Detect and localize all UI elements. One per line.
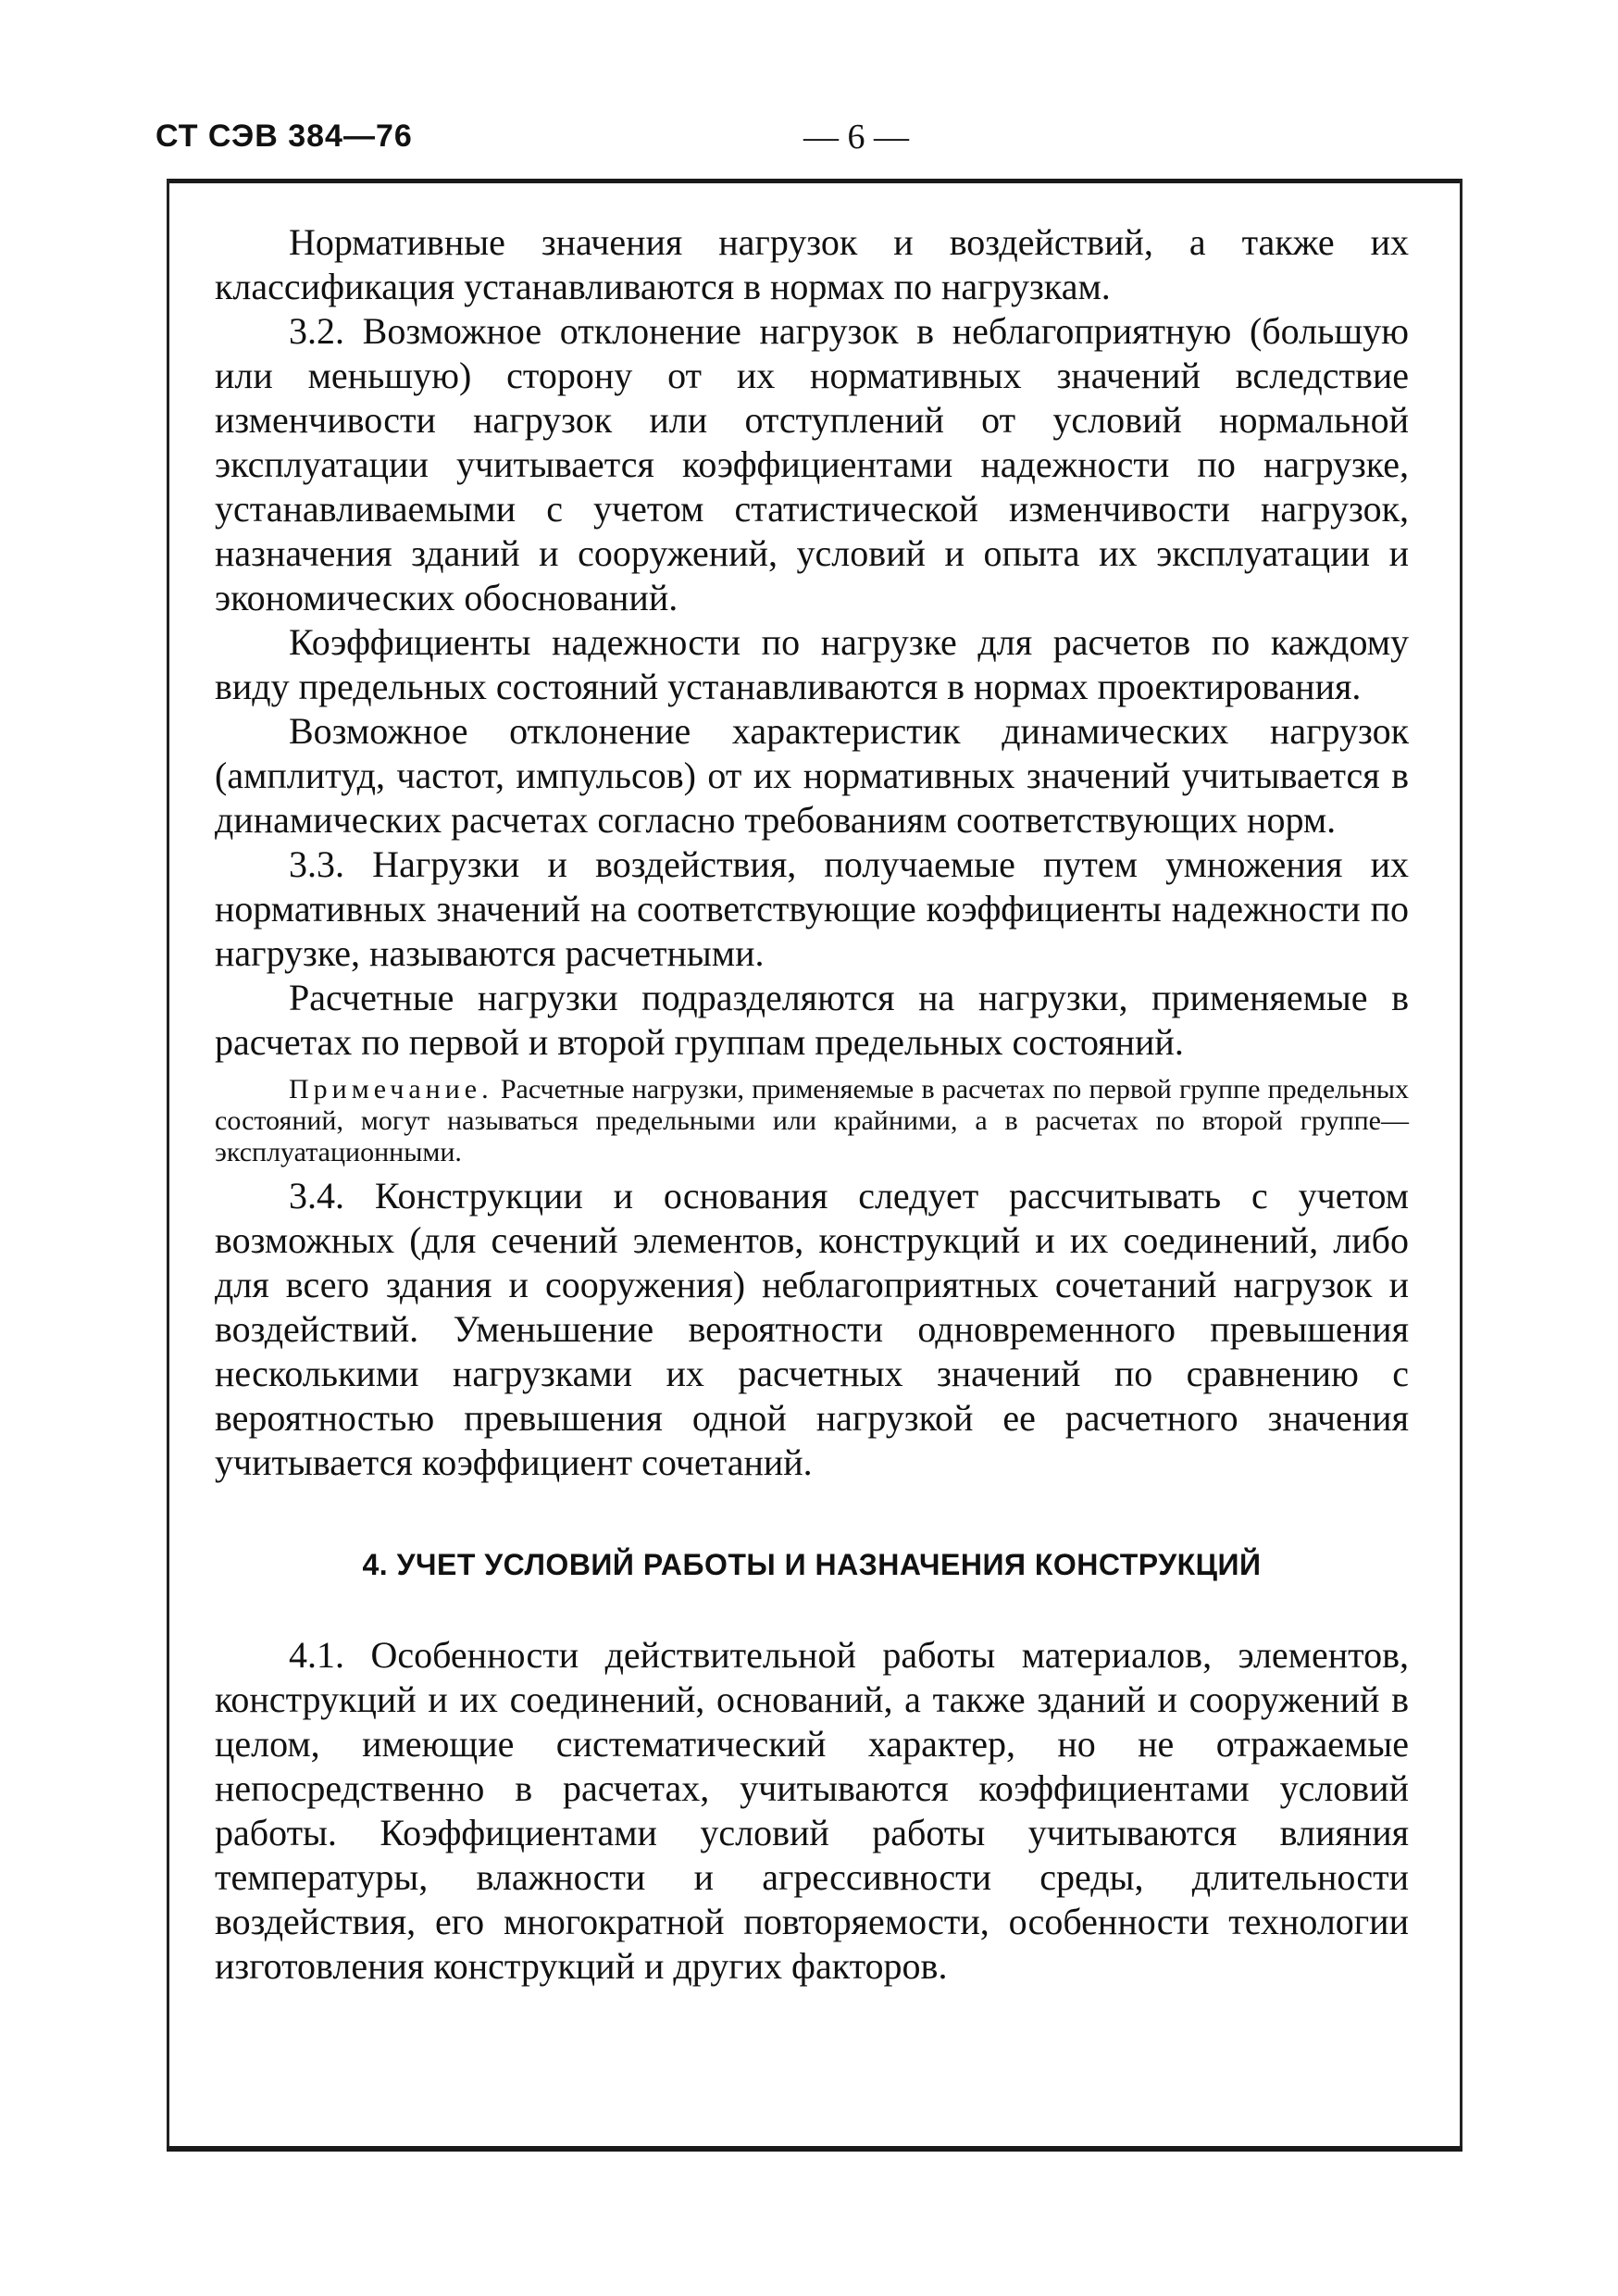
paragraph-3-3: 3.3. Нагрузки и воздействия, получаемые путем умножения их нормативных значений на соответствующие коэффициенты надежности по нагрузке, называются расчетными. bbox=[215, 843, 1409, 974]
note-label: Примечание. bbox=[289, 1074, 493, 1104]
document-code: СТ СЭВ 384—76 bbox=[156, 119, 413, 154]
bottom-rule bbox=[167, 2146, 1462, 2152]
paragraph-design-loads: Расчетные нагрузки подразделяются на нагрузки, применяемые в расчетах по первой и второй группам предельных состояний. bbox=[215, 977, 1409, 1063]
note-text: Расчетные нагрузки, применяемые в расчетах по первой группе предельных состояний, могут называться предельными или крайними, а в расчетах по второй группе—эксплуатационными. bbox=[215, 1074, 1409, 1167]
top-rule bbox=[167, 179, 1462, 183]
paragraph-norm-values: Нормативные значения нагрузок и воздействий, а также их классификация устанавливаются в нормах по нагрузкам. bbox=[215, 221, 1409, 307]
section-4-heading: 4. УЧЕТ УСЛОВИЙ РАБОТЫ И НАЗНАЧЕНИЯ КОНСТРУКЦИЙ bbox=[362, 1548, 1262, 1581]
right-frame-line bbox=[1460, 179, 1462, 2152]
note bbox=[215, 1074, 1409, 1168]
paragraph-3-4: 3.4. Конструкции и основания следует рассчитывать с учетом возможных (для сечений элементов, конструкций и их соединений, либо для всего здания и сооружения) неблагоприятных сочетаний нагрузок и воздействий. Уменьшение вероятности одновременного превышения несколькими нагрузками их расчетных значений по сравнению с вероятностью превышения одной нагрузкой ее расчетного значения учитывается коэффициент сочетаний. bbox=[215, 1175, 1409, 1483]
page-number: — 6 — bbox=[803, 118, 909, 156]
paragraph-reliability-coefficients: Коэффициенты надежности по нагрузке для расчетов по каждому виду предельных состояний устанавливаются в нормах проектирования. bbox=[215, 621, 1409, 707]
left-frame-line bbox=[167, 179, 169, 2152]
paragraph-4-1: 4.1. Особенности действительной работы материалов, элементов, конструкций и их соединений, оснований, а также зданий и сооружений в целом, имеющие систематический характер, но не отражаемые непосредственно в расчетах, учитываются коэффициентами условий работы. Коэффициентами условий работы учитываются влияния температуры, влажности и агрессивности среды, длительности воздействия, его многократной повторяемости, особенности технологии изготовления конструкций и других факторов. bbox=[215, 1634, 1409, 1987]
paragraph-3-2: 3.2. Возможное отклонение нагрузок в неблагоприятную (большую или меньшую) сторону от их нормативных значений вследствие изменчивости нагрузок или отступлений от условий нормальной эксплуатации учитывается коэффициентами надежности по нагрузке, устанавливаемыми с учетом статистической изменчивости нагрузок, назначения зданий и сооружений, условий и опыта их эксплуатации и экономических обоснований. bbox=[215, 310, 1409, 618]
paragraph-dynamic-loads: Возможное отклонение характеристик динамических нагрузок (амплитуд, частот, импульсов) от их нормативных значений учитывается в динамических расчетах согласно требованиям соответствующих норм. bbox=[215, 710, 1409, 841]
page-header bbox=[156, 119, 1470, 174]
page-body bbox=[215, 220, 1409, 1989]
